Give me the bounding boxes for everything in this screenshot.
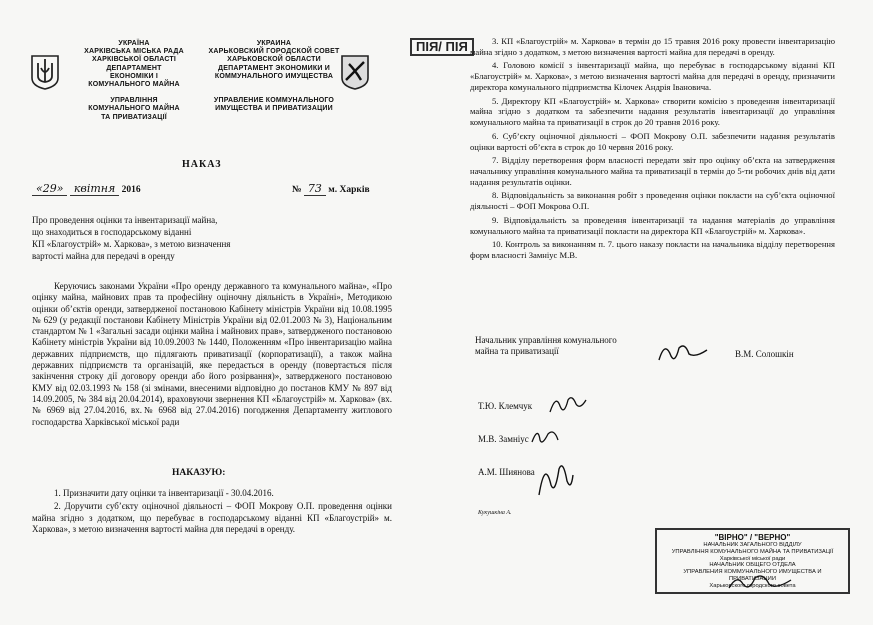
visa-signature-icon xyxy=(535,455,575,499)
council-label: ХАРКІВСЬКА МІСЬКА РАДА xyxy=(84,48,184,56)
date-day: «29» xyxy=(32,182,67,196)
order-heading: НАКАЗУЮ: xyxy=(172,468,226,478)
stamp-line: "ВІРНО" / "ВЕРНО" xyxy=(714,533,791,542)
preamble-text: Керуючись законами України «Про оренду державного та комунального майна», «Про оцінку майна, майнових прав та професійну оціночну діяльність в Україні», Методикою оцінки об’єктів оренди, затвердженої постановою Кабінету міністрів України від 10.08.1995 № 629 (у редакції постанови Кабінету Міністрів України від 02.01.2003 № 3), Національним стандартом № 1 «Загальні засади оцінки майна і майнових прав», затвердженого постановою Кабінету міністрів України від 10.09.2003 № 1440, Положенням «Про інвентаризацію майна державних підприємств, що підлягають приватизації (корпоратизації), а також майна державних підприємств та організацій, яке передається в оренду (повертається після закінчення строку дії договору оренди або його розірвання)», затвердженого постановою КМУ від 02.03.1993 № 158 (зі змінами, внесеними відповідно до постанов КМУ № 897 від 14.09.2005, № 384 від 20.04.2014), враховуючи звернення КП «Благоустрій» м. Харкова» (вх.№ 6969 від 27.04.2016, вх.№ 6968 від 27.04.2016) погодження Департаменту житлового господарства Харківської міської ради xyxy=(32,281,392,427)
letterhead-russian xyxy=(204,40,344,113)
stamp-line: УПРАВЛІННЯ КОМУНАЛЬНОГО МАЙНА ТА ПРИВАТИЗАЦІЇ xyxy=(671,548,834,555)
dept-label-ru-1: ДЕПАРТАМЕНТ ЭКОНОМИКИ И xyxy=(218,64,330,72)
position-line: майна та приватизації xyxy=(475,346,559,356)
order-subject xyxy=(32,214,292,262)
visa-name: Т.Ю. Клемчук xyxy=(478,401,533,411)
executor-note: Кукушкіна А. xyxy=(478,510,512,516)
head-signature-icon xyxy=(655,338,715,368)
dept-label-1: ДЕПАРТАМЕНТ xyxy=(106,64,162,72)
letterhead-ukrainian xyxy=(70,40,198,122)
mgmt-label-3: ТА ПРИВАТИЗАЦІЇ xyxy=(101,113,167,121)
region-label: ХАРКІВСЬКОЇ ОБЛАСТІ xyxy=(91,56,177,64)
subject-line: вартості майна для передачі в оренду xyxy=(32,251,175,261)
order-item: 2. Доручити суб’єкту оціночної діяльності – ФОП Мокрову О.П. проведення оцінки майна згідно з додатком, що перебуває в господарському віданні КП «Благоустрій» м. Харкова», з метою визначення вартості майна для передачі в оренду. xyxy=(32,501,392,534)
stamp-line: НАЧАЛЬНИК ОБЩЕГО ОТДЕЛА xyxy=(709,562,796,569)
order-city: м. Харків xyxy=(328,185,370,195)
order-item: 8. Відповідальність за виконання робіт з проведення оцінки покласти на суб’єкта оціночної діяльності – ФОП Мокрова О.П. xyxy=(470,190,835,212)
order-item: 3. КП «Благоустрій» м. Харкова» в термін до 15 травня 2016 року провести інвентаризацію майна згідно з додатком, з метою визначення вартості майна для передачі в оренду. xyxy=(470,36,835,57)
order-item: 6. Суб’єкту оціночної діяльності – ФОП Мокрову О.П. забезпечити надання результатів оцінки вартості об’єкта в строк до 10 червня 2016 року. xyxy=(470,130,835,152)
subject-line: що знаходиться в господарському віданні xyxy=(32,227,192,237)
signatory-name: В.М. Солошкін xyxy=(735,349,794,359)
dept-label-2: ЕКОНОМІКИ І xyxy=(109,72,159,80)
order-items-left xyxy=(32,488,392,537)
ukraine-trident-icon xyxy=(30,54,60,90)
order-number: 73 xyxy=(304,182,326,196)
order-item: 7. Відділу перетворення форм власності передати звіт про оцінку об’єкта на затвердження начальнику управління комунального майна та приватизації в термін до 5-ти робочих днів від дати надання результатів оцінки. xyxy=(470,155,835,187)
mgmt-label-ru-1: УПРАВЛЕНИЕ КОММУНАЛЬНОГО xyxy=(213,97,335,105)
stamp-line: Харківської міської ради xyxy=(719,555,786,562)
order-item: 4. Головою комісії з інвентаризації майна, що перебуває в господарському віданні КП «Благоустрій» м. Харкова», з метою визначення вартості майна для передачі в оренду, призначити директора комунального підприємства Кілочек Андрія Івановича. xyxy=(470,60,835,93)
mgmt-label-ru-2: ИМУЩЕСТВА И ПРИВАТИЗАЦИИ xyxy=(215,105,333,113)
date-year: 2016 xyxy=(121,185,141,195)
stamp-signature-icon xyxy=(725,570,795,594)
mgmt-label-1: УПРАВЛІННЯ xyxy=(110,97,158,105)
council-label-ru: ХАРЬКОВСКИЙ ГОРОДСКОЙ СОВЕТ xyxy=(208,48,340,56)
stamp-line: Харьковского городского совета xyxy=(709,582,796,589)
signature-block xyxy=(475,335,815,357)
subject-line: Про проведення оцінки та інвентаризації майна, xyxy=(32,215,218,225)
order-item: 1. Призначити дату оцінки та інвентаризації - 30.04.2016. xyxy=(54,488,274,498)
dept-label-ru-2: КОММУНАЛЬНОГО ИМУЩЕСТВА xyxy=(214,72,334,80)
subject-line: КП «Благоустрій» м. Харкова», з метою визначення xyxy=(32,239,231,249)
order-item: 9. Відповідальність за проведення інвентаризації та надання матеріалів до управління комунального майна та приватизації покласти на директора КП «Благоустрій» м. Харкова». xyxy=(470,214,835,236)
country-label: УКРАЇНА xyxy=(118,40,150,47)
stamp-line: УПРАВЛЕНИЯ КОММУНАЛЬНОГО ИМУЩЕСТВА И ПРИВАТИЗАЦИИ xyxy=(683,569,822,582)
position-line: Начальник управління комунального xyxy=(475,335,617,345)
visa-signature-icon xyxy=(548,392,588,418)
visa-name: А.М. Шиянова xyxy=(478,467,535,477)
order-date-line xyxy=(32,182,392,195)
region-label-ru: ХАРЬКОВСКОЙ ОБЛАСТИ xyxy=(227,56,321,64)
document-title: НАКАЗ xyxy=(182,159,222,170)
number-label: № xyxy=(292,185,302,195)
visa-signature-icon xyxy=(528,424,564,448)
visa-name: М.В. Замніус xyxy=(478,434,529,444)
dept-label-3: КОМУНАЛЬНОГО МАЙНА xyxy=(88,81,180,89)
kharkiv-coat-of-arms-icon xyxy=(340,54,370,90)
order-number-group xyxy=(292,182,370,195)
left-page xyxy=(22,36,397,534)
mgmt-label-2: КОМУНАЛЬНОГО МАЙНА xyxy=(88,105,180,113)
letterhead xyxy=(22,36,397,154)
order-items-right xyxy=(470,36,835,263)
order-item: 10. Контроль за виконанням п. 7. цього наказу покласти на начальника відділу перетворення форм власності Замніус М.В. xyxy=(470,238,835,260)
order-item: 5. Директору КП «Благоустрій» м. Харкова» створити комісію з проведення інвентаризації майна згідно з додатком та забезпечити надання результатів інвентаризації до управління комунального майна та приватизації в строк до 20 травня 2016 року. xyxy=(470,95,835,128)
date-month: квітня xyxy=(70,182,119,196)
registration-stamp: ПІЯ/ ПІЯ xyxy=(410,38,474,56)
country-label-ru: УКРАИНА xyxy=(256,40,292,47)
signatory-position xyxy=(475,335,645,357)
stamp-line: НАЧАЛЬНИК ЗАГАЛЬНОГО ВІДДІЛУ xyxy=(703,542,802,548)
